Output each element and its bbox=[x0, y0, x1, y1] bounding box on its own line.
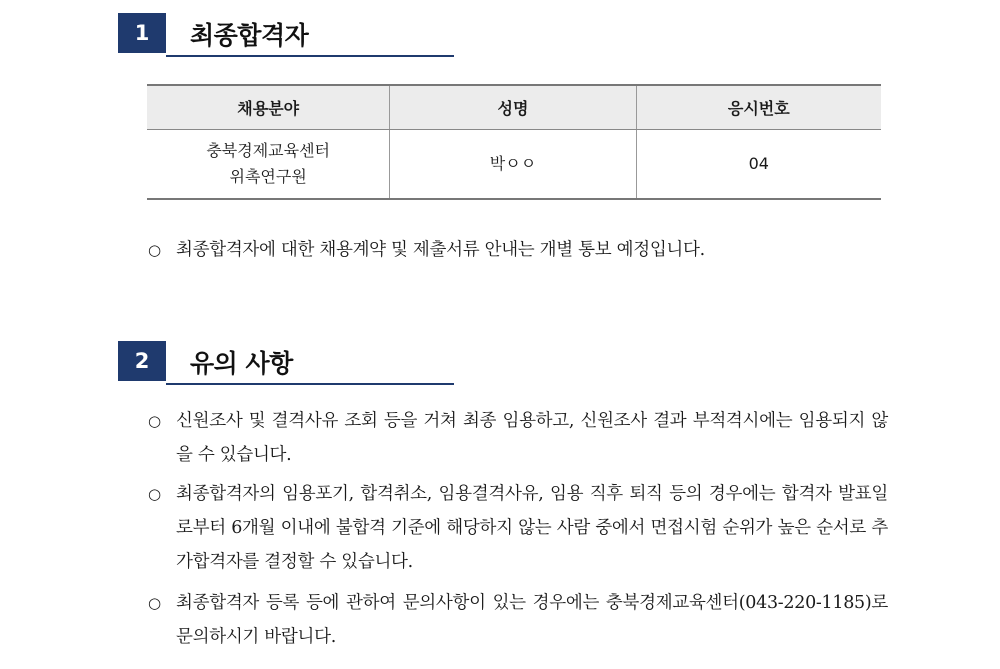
column-header-number: 응시번호 bbox=[636, 85, 881, 130]
column-header-name: 성명 bbox=[390, 85, 636, 130]
result-table bbox=[147, 84, 881, 200]
bullet-mark: ○ bbox=[148, 241, 162, 259]
section-number-badge: 2 bbox=[118, 341, 166, 381]
cell-name: 박ㅇㅇ bbox=[390, 130, 636, 200]
table-row bbox=[147, 130, 881, 200]
bullet-mark: ○ bbox=[148, 485, 162, 503]
table-header-row bbox=[147, 85, 881, 130]
section-title: 유의 사항 bbox=[190, 349, 293, 378]
cell-number: 04 bbox=[636, 130, 881, 200]
notice-text: 신원조사 및 결격사유 조회 등을 거쳐 최종 임용하고, 신원조사 결과 부적격시에는 임용되지 않을 수 있습니다. bbox=[176, 411, 888, 465]
bullet-mark: ○ bbox=[148, 412, 162, 430]
column-header-field: 채용분야 bbox=[147, 85, 390, 130]
section-1-note bbox=[148, 233, 888, 267]
notice-item-2 bbox=[148, 477, 888, 579]
field-line-1: 충북경제교육센터 bbox=[206, 141, 330, 160]
field-line-2: 위촉연구원 bbox=[229, 167, 307, 186]
notice-item-3 bbox=[148, 586, 888, 654]
section-number-badge: 1 bbox=[118, 13, 166, 53]
section-title: 최종합격자 bbox=[190, 21, 309, 50]
section-1-header bbox=[118, 13, 454, 53]
section-underline bbox=[166, 383, 454, 385]
section-underline bbox=[166, 55, 454, 57]
section-2-header bbox=[118, 341, 454, 381]
notice-item-1 bbox=[148, 404, 888, 472]
bullet-mark: ○ bbox=[148, 594, 162, 612]
cell-field bbox=[147, 130, 390, 200]
notice-text: 최종합격자 등록 등에 관하여 문의사항이 있는 경우에는 충북경제교육센터(043-220-1185)로 문의하시기 바랍니다. bbox=[176, 593, 888, 647]
note-text: 최종합격자에 대한 채용계약 및 제출서류 안내는 개별 통보 예정입니다. bbox=[176, 240, 705, 260]
notice-text: 최종합격자의 임용포기, 합격취소, 임용결격사유, 임용 직후 퇴직 등의 경우에는 합격자 발표일로부터 6개월 이내에 불합격 기준에 해당하지 않는 사람 중에서 면접시험 순위가 높은 순서로 추가합격자를 결정할 수 있습니다. bbox=[176, 484, 888, 572]
